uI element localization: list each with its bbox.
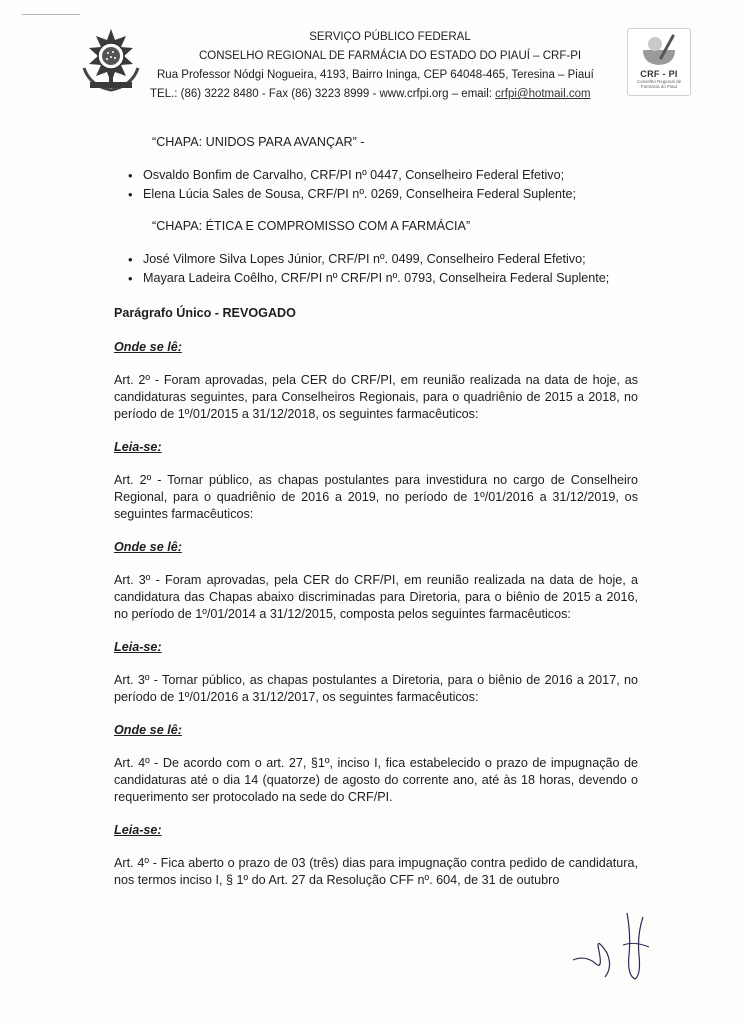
list-item: • Osvaldo Bonfim de Carvalho, CRF/PI nº 0447, Conselheiro Federal Efetivo; bbox=[114, 167, 638, 186]
document-body bbox=[114, 130, 638, 889]
section-text: Art. 3º - Tornar público, as chapas postulantes a Diretoria, para o biênio de 2016 a 2017, no período de 1º/01/2016 a 31/12/2017, os seguintes farmacêuticos: bbox=[114, 673, 638, 704]
section-heading: Onde se lê: bbox=[114, 340, 182, 354]
scan-artifact-line bbox=[22, 14, 80, 15]
chapa-1-members bbox=[114, 167, 638, 205]
logo-subtitle: Conselho Regional de Farmácia do Piauí bbox=[636, 79, 682, 89]
section-heading: Onde se lê: bbox=[114, 540, 182, 554]
list-item: • Elena Lúcia Sales de Sousa, CRF/PI nº. 0269, Conselheira Federal Suplente; bbox=[114, 186, 638, 205]
chapa-title-1: “CHAPA: UNIDOS PARA AVANÇAR” - bbox=[152, 135, 365, 149]
list-item: • Mayara Ladeira Coêlho, CRF/PI nº CRF/PI nº. 0793, Conselheira Federal Suplente; bbox=[114, 270, 638, 289]
header-address: Rua Professor Nódgi Nogueira, 4193, Bairro Ininga, CEP 64048-465, Teresina – Piauí bbox=[157, 69, 594, 81]
crf-logo-icon bbox=[639, 34, 679, 68]
coat-of-arms-icon bbox=[78, 28, 144, 94]
crf-logo bbox=[627, 28, 691, 96]
section-text: Art. 2º - Tornar público, as chapas postulantes para investidura no cargo de Conselheiro Regional, para o quadriênio de 2016 a 2019, no período de 1º/01/2016 a 31/12/2019, os seguintes farmacêuticos: bbox=[114, 473, 638, 521]
header-contact-text: TEL.: (86) 3222 8480 - Fax (86) 3223 8999 - www.crfpi.org – email: bbox=[150, 88, 496, 100]
section-heading: Onde se lê: bbox=[114, 723, 182, 737]
list-item: • José Vilmore Silva Lopes Júnior, CRF/PI nº. 0499, Conselheiro Federal Efetivo; bbox=[114, 251, 638, 270]
header-council-name: CONSELHO REGIONAL DE FARMÁCIA DO ESTADO DO PIAUÍ – CRF-PI bbox=[198, 50, 582, 62]
header-service-title: SERVIÇO PÚBLICO FEDERAL bbox=[309, 31, 471, 43]
logo-name: CRF - PI bbox=[640, 69, 678, 79]
letterhead bbox=[150, 28, 630, 104]
section-heading: Leia-se: bbox=[114, 823, 162, 837]
section-text: Art. 4º - De acordo com o art. 27, §1º, inciso I, fica estabelecido o prazo de impugnação de candidaturas até o dia 14 (quatorze) de agosto do corrente ano, até às 18 horas, devendo o requerimento ser protocolado na sede do CRF/PI. bbox=[114, 756, 638, 804]
section-heading: Leia-se: bbox=[114, 440, 162, 454]
header-contact bbox=[150, 85, 630, 104]
section-text: Art. 4º - Fica aberto o prazo de 03 (três) dias para impugnação contra pedido de candidatura, nos termos inciso I, § 1º do Art. 27 da Resolução CFF nº. 604, de 31 de outubro bbox=[114, 856, 638, 887]
section-text: Art. 3º - Foram aprovadas, pela CER do CRF/PI, em reunião realizada na data de hoje, a candidatura das Chapas abaixo discriminadas para Diretoria, para o biênio de 2015 a 2016, no período de 1º/01/2014 a 31/12/2015, composta pelos seguintes farmacêuticos: bbox=[114, 573, 638, 621]
section-heading: Leia-se: bbox=[114, 640, 162, 654]
header-email-link[interactable]: crfpi@hotmail.com bbox=[495, 88, 591, 100]
chapa-2-members bbox=[114, 251, 638, 289]
signature-icon bbox=[565, 905, 675, 985]
paragrafo-unico: Parágrafo Único - REVOGADO bbox=[114, 306, 296, 320]
section-text: Art. 2º - Foram aprovadas, pela CER do CRF/PI, em reunião realizada na data de hoje, as candidaturas seguintes, para Conselheiros Regionais, para o quadriênio de 2015 a 2018, no período de 1º/01/2015 a 31/12/2018, os seguintes farmacêuticos: bbox=[114, 373, 638, 421]
chapa-title-2: “CHAPA: ÉTICA E COMPROMISSO COM A FARMÁCIA” bbox=[152, 219, 471, 233]
